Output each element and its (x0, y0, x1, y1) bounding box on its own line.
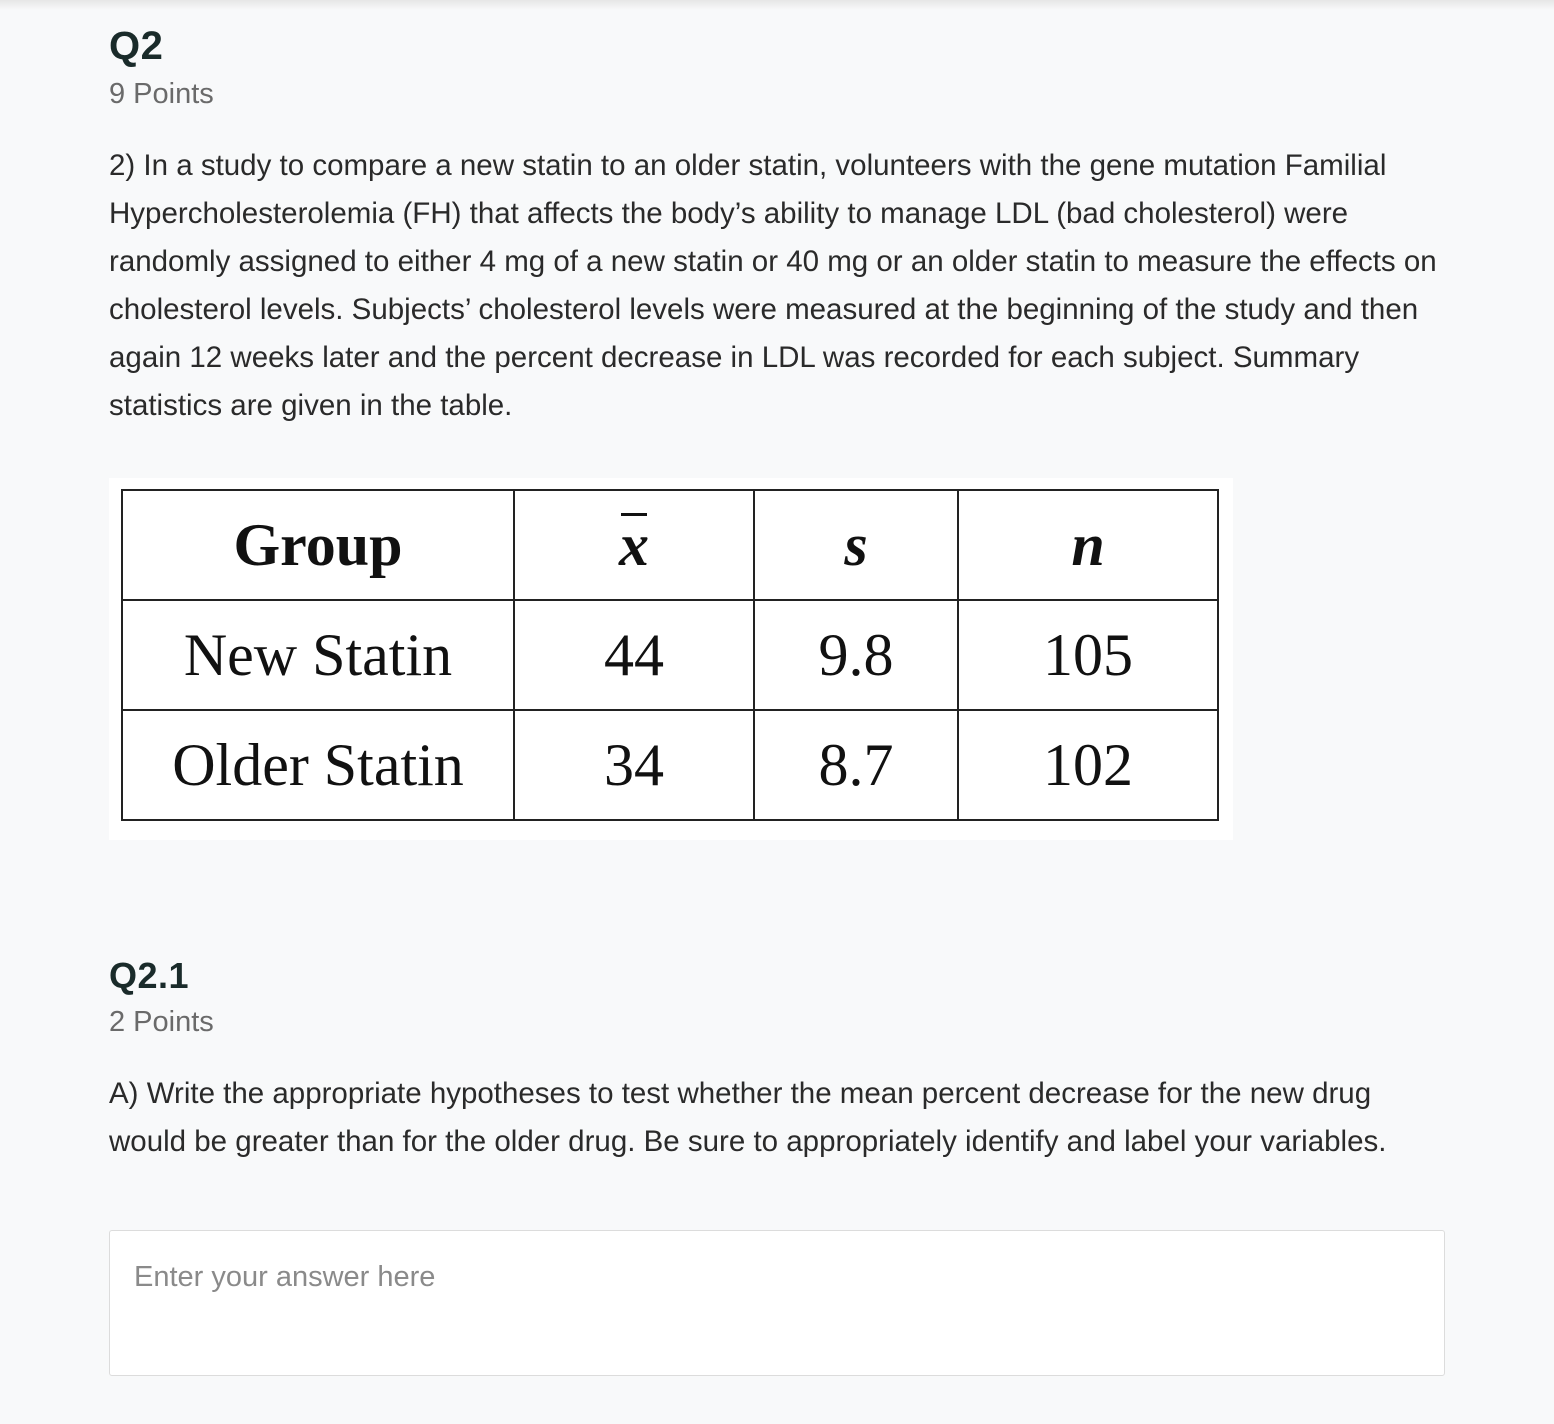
row-group: Older Statin (122, 710, 514, 820)
row-n: 102 (958, 710, 1218, 820)
top-shadow (0, 0, 1554, 10)
question-prompt: 2) In a study to compare a new statin to an older statin, volunteers with the gene mutation Familial Hypercholesterolemia (FH) that affects the body’s ability to manage LDL (bad cholesterol) were randomly assigned to either 4 mg of a new statin or 40 mg or an older statin to measure the effects on cholesterol levels. Subjects’ cholesterol levels were measured at the beginning of the study and then again 12 weeks later and the percent decrease in LDL was recorded for each subject. Summary statistics are given in the table. (109, 149, 1437, 422)
header-mean (514, 490, 754, 600)
answer-input[interactable] (110, 1231, 1444, 1375)
x-bar-symbol: x (619, 511, 649, 578)
question-points: 9 Points (109, 78, 214, 110)
row-mean: 44 (514, 600, 754, 710)
summary-statistics-table (121, 489, 1219, 821)
header-group: Group (122, 490, 514, 600)
answer-box (109, 1230, 1445, 1376)
question-title: Q2 (109, 24, 164, 68)
table-header-row (122, 490, 1218, 600)
table-row (122, 710, 1218, 820)
subquestion-prompt: A) Write the appropriate hypotheses to test whether the mean percent decrease for the new drug would be greater than for the older drug. Be sure to appropriately identify and label your variables. (109, 1077, 1387, 1158)
row-group: New Statin (122, 600, 514, 710)
summary-table-image (109, 478, 1233, 840)
s-symbol: s (844, 511, 868, 578)
row-sd: 8.7 (754, 710, 958, 820)
header-n (958, 490, 1218, 600)
n-symbol: n (1071, 511, 1105, 578)
row-sd: 9.8 (754, 600, 958, 710)
row-mean: 34 (514, 710, 754, 820)
subquestion-points: 2 Points (109, 1006, 214, 1038)
subquestion-title: Q2.1 (109, 955, 190, 996)
table-row (122, 600, 1218, 710)
row-n: 105 (958, 600, 1218, 710)
header-sd (754, 490, 958, 600)
